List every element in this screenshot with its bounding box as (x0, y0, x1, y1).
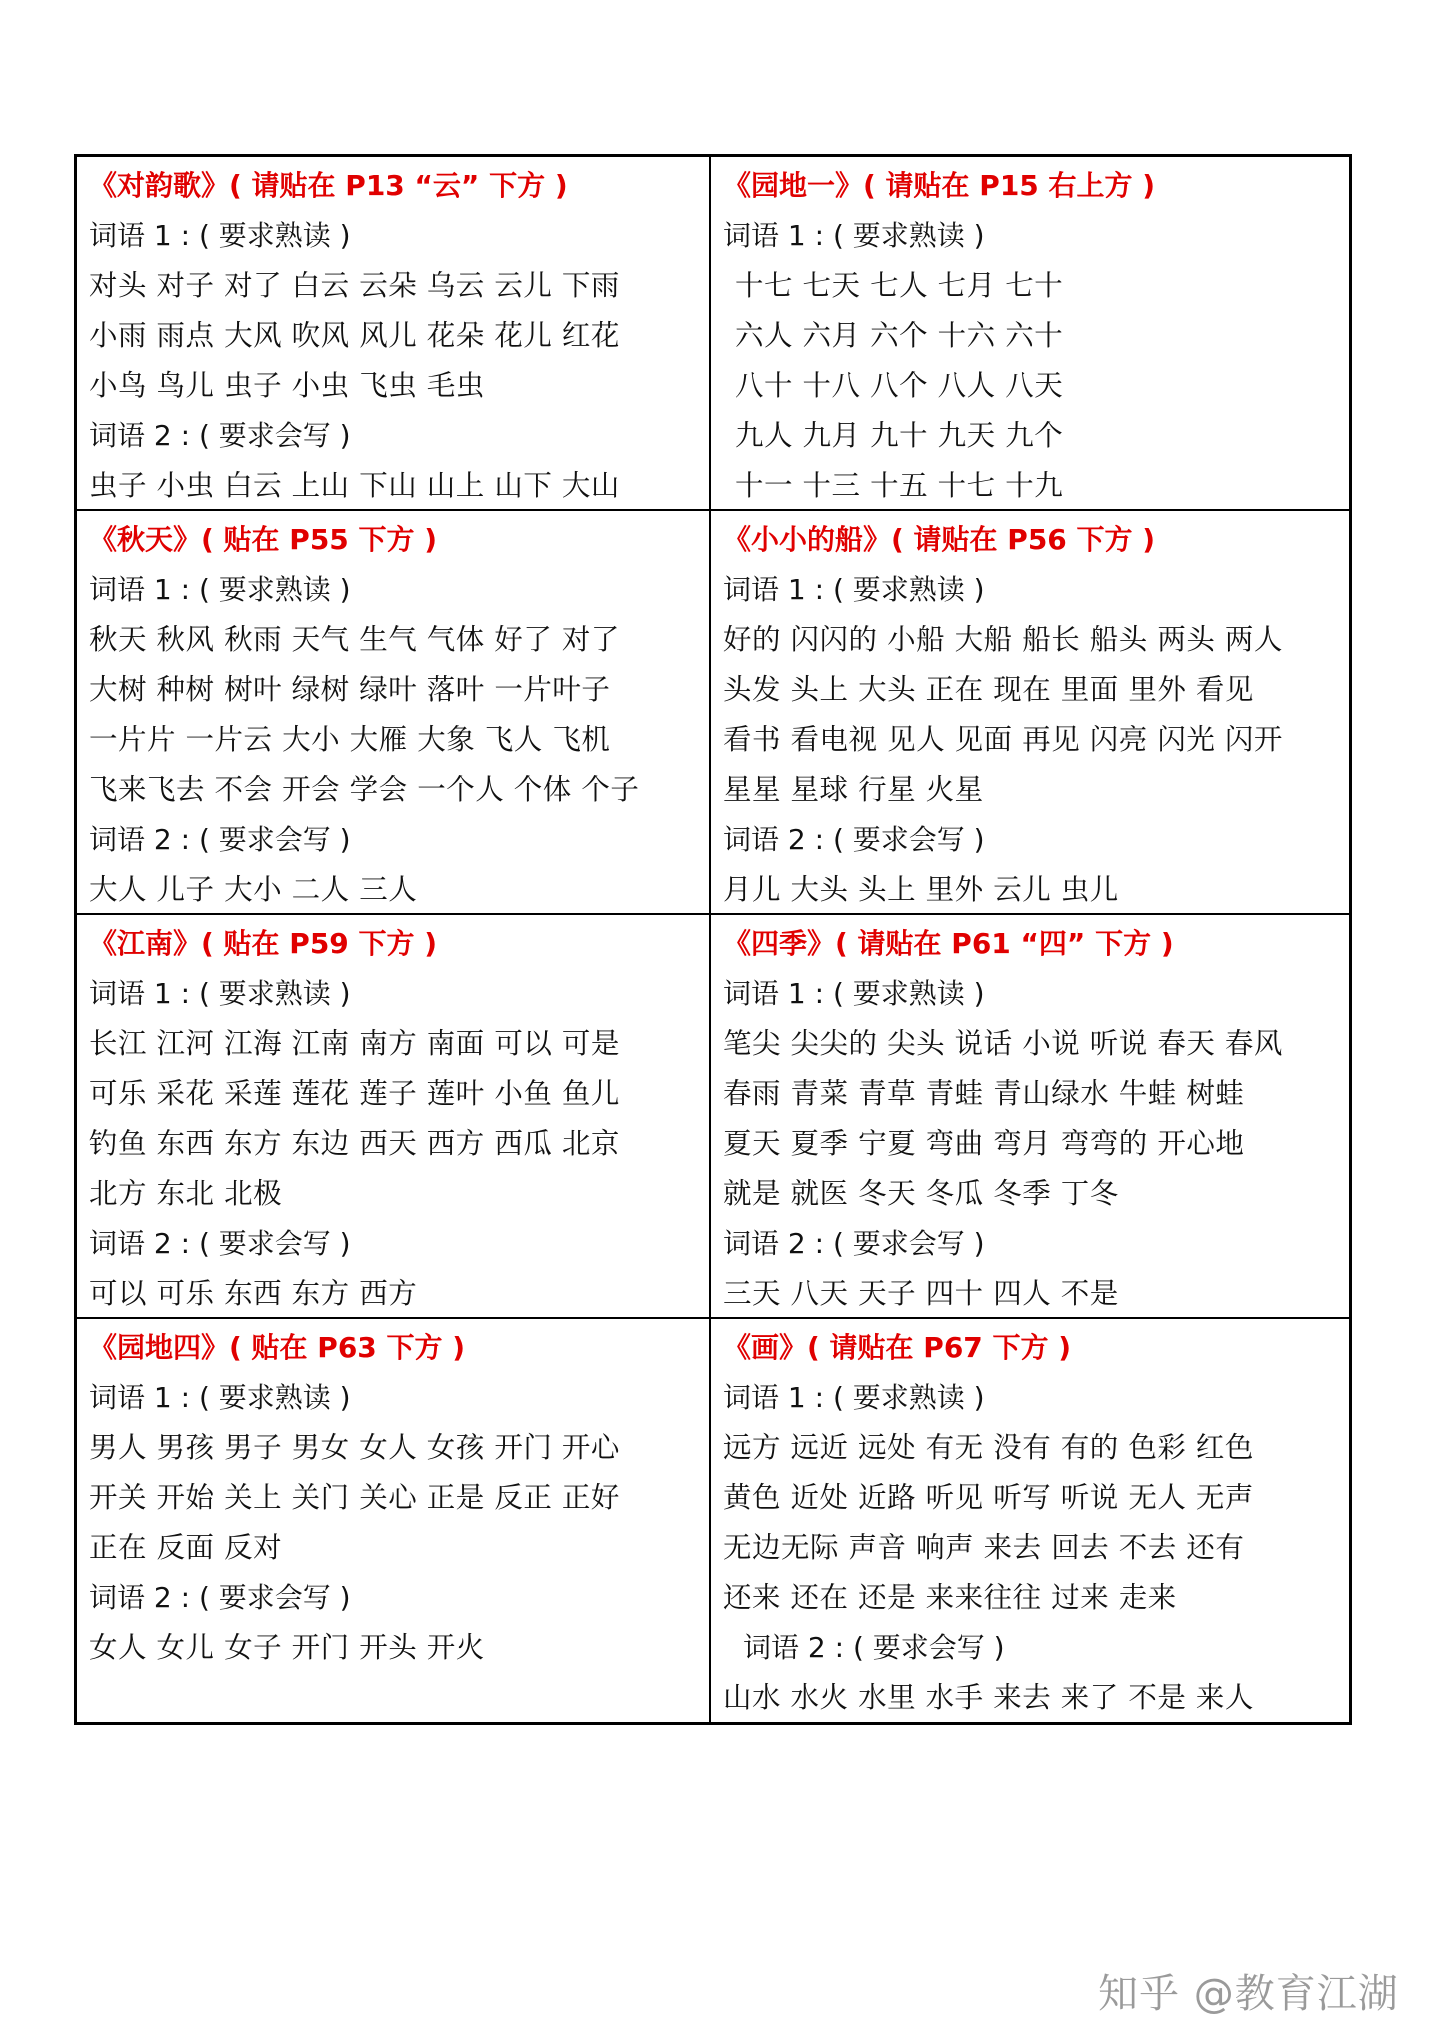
word-line: 对头 对子 对了 白云 云朵 乌云 云儿 下雨 (89, 269, 620, 302)
word-line: 黄色 近处 近路 听见 听写 听说 无人 无声 (723, 1481, 1254, 1514)
vocab-label-2: 词语 2 : ( 要求会写 ) (743, 1631, 1005, 1664)
word-line: 夏天 夏季 宁夏 弯曲 弯月 弯弯的 开心地 (723, 1127, 1245, 1160)
word-line: 春雨 青菜 青草 青蛙 青山绿水 牛蛙 树蛙 (723, 1077, 1245, 1110)
word-line: 还来 还在 还是 来来往往 过来 走来 (723, 1581, 1177, 1614)
vocab-label-2: 词语 2 : ( 要求会写 ) (89, 823, 351, 856)
word-line: 飞来飞去 不会 开会 学会 一个人 个体 个子 (89, 773, 640, 806)
word-line: 钓鱼 东西 东方 东边 西天 西方 西瓜 北京 (89, 1127, 620, 1160)
vocab-label-1: 词语 1 : ( 要求熟读 ) (723, 977, 985, 1010)
cell-siji (711, 915, 1349, 1319)
cell-jiangnan (77, 915, 711, 1319)
lesson-title: 《小小的船》( 请贴在 P56 下方 ) (723, 523, 1156, 556)
word-line: 小雨 雨点 大风 吹风 风儿 花朵 花儿 红花 (89, 319, 620, 352)
word-line: 北方 东北 北极 (89, 1177, 283, 1210)
word-line: 男人 男孩 男子 男女 女人 女孩 开门 开心 (89, 1431, 620, 1464)
word-line: 正在 反面 反对 (89, 1531, 283, 1564)
cell-hua (711, 1319, 1349, 1722)
cell-yuandi-4 (77, 1319, 711, 1722)
vocab-label-1: 词语 1 : ( 要求熟读 ) (89, 977, 351, 1010)
vocab-label-1: 词语 1 : ( 要求熟读 ) (89, 573, 351, 606)
vocab-label-2: 词语 2 : ( 要求会写 ) (89, 419, 351, 452)
word-line: 开关 开始 关上 关门 关心 正是 反正 正好 (89, 1481, 620, 1514)
word-line: 远方 远近 远处 有无 没有 有的 色彩 红色 (723, 1431, 1254, 1464)
word-line: 好的 闪闪的 小船 大船 船长 船头 两头 两人 (723, 623, 1283, 656)
vocab-label-1: 词语 1 : ( 要求熟读 ) (723, 1381, 985, 1414)
vocab-label-1: 词语 1 : ( 要求熟读 ) (723, 573, 985, 606)
cell-duiyunge (77, 157, 711, 511)
vocab-label-1: 词语 1 : ( 要求熟读 ) (89, 1381, 351, 1414)
word-line: 六人 六月 六个 十六 六十 (735, 319, 1064, 352)
word-line: 十一 十三 十五 十七 十九 (735, 469, 1064, 502)
word-line: 山水 水火 水里 水手 来去 来了 不是 来人 (723, 1681, 1254, 1714)
word-line: 虫子 小虫 白云 上山 下山 山上 山下 大山 (89, 469, 620, 502)
lesson-title: 《四季》( 请贴在 P61 “四” 下方 ) (723, 927, 1174, 960)
word-line: 女人 女儿 女子 开门 开头 开火 (89, 1631, 485, 1664)
lesson-title: 《园地四》( 贴在 P63 下方 ) (89, 1331, 466, 1364)
lesson-title: 《江南》( 贴在 P59 下方 ) (89, 927, 438, 960)
word-line: 就是 就医 冬天 冬瓜 冬季 丁冬 (723, 1177, 1119, 1210)
word-line: 笔尖 尖尖的 尖头 说话 小说 听说 春天 春风 (723, 1027, 1283, 1060)
word-line: 大树 种树 树叶 绿树 绿叶 落叶 一片叶子 (89, 673, 611, 706)
word-line: 头发 头上 大头 正在 现在 里面 里外 看见 (723, 673, 1254, 706)
word-line: 大人 儿子 大小 二人 三人 (89, 873, 418, 906)
word-line: 月儿 大头 头上 里外 云儿 虫儿 (723, 873, 1119, 906)
word-line: 长江 江河 江海 江南 南方 南面 可以 可是 (89, 1027, 620, 1060)
lesson-title: 《对韵歌》( 请贴在 P13 “云” 下方 ) (89, 169, 568, 202)
word-line: 看书 看电视 见人 见面 再见 闪亮 闪光 闪开 (723, 723, 1283, 756)
vocab-label-2: 词语 2 : ( 要求会写 ) (723, 1227, 985, 1260)
vocabulary-table (74, 154, 1352, 1725)
word-line: 无边无际 声音 响声 来去 回去 不去 还有 (723, 1531, 1245, 1564)
lesson-title: 《园地一》( 请贴在 P15 右上方 ) (723, 169, 1156, 202)
word-line: 星星 星球 行星 火星 (723, 773, 984, 806)
cell-yuandi-1 (711, 157, 1349, 511)
word-line: 小鸟 鸟儿 虫子 小虫 飞虫 毛虫 (89, 369, 485, 402)
word-line: 秋天 秋风 秋雨 天气 生气 气体 好了 对了 (89, 623, 620, 656)
cell-xiaoxiaodechuan (711, 511, 1349, 915)
vocab-label-2: 词语 2 : ( 要求会写 ) (723, 823, 985, 856)
word-line: 可乐 采花 采莲 莲花 莲子 莲叶 小鱼 鱼儿 (89, 1077, 620, 1110)
vocab-label-2: 词语 2 : ( 要求会写 ) (89, 1227, 351, 1260)
word-line: 一片片 一片云 大小 大雁 大象 飞人 飞机 (89, 723, 611, 756)
word-line: 八十 十八 八个 八人 八天 (735, 369, 1064, 402)
vocab-label-1: 词语 1 : ( 要求熟读 ) (723, 219, 985, 252)
lesson-title: 《秋天》( 贴在 P55 下方 ) (89, 523, 438, 556)
vocab-label-2: 词语 2 : ( 要求会写 ) (89, 1581, 351, 1614)
cell-qiutian (77, 511, 711, 915)
vocab-label-1: 词语 1 : ( 要求熟读 ) (89, 219, 351, 252)
word-line: 九人 九月 九十 九天 九个 (735, 419, 1064, 452)
word-line: 可以 可乐 东西 东方 西方 (89, 1277, 418, 1310)
lesson-title: 《画》( 请贴在 P67 下方 ) (723, 1331, 1072, 1364)
word-line: 十七 七天 七人 七月 七十 (735, 269, 1064, 302)
word-line: 三天 八天 天子 四十 四人 不是 (723, 1277, 1119, 1310)
zhihu-watermark: 知乎 @教育江湖 (1098, 1971, 1399, 2017)
